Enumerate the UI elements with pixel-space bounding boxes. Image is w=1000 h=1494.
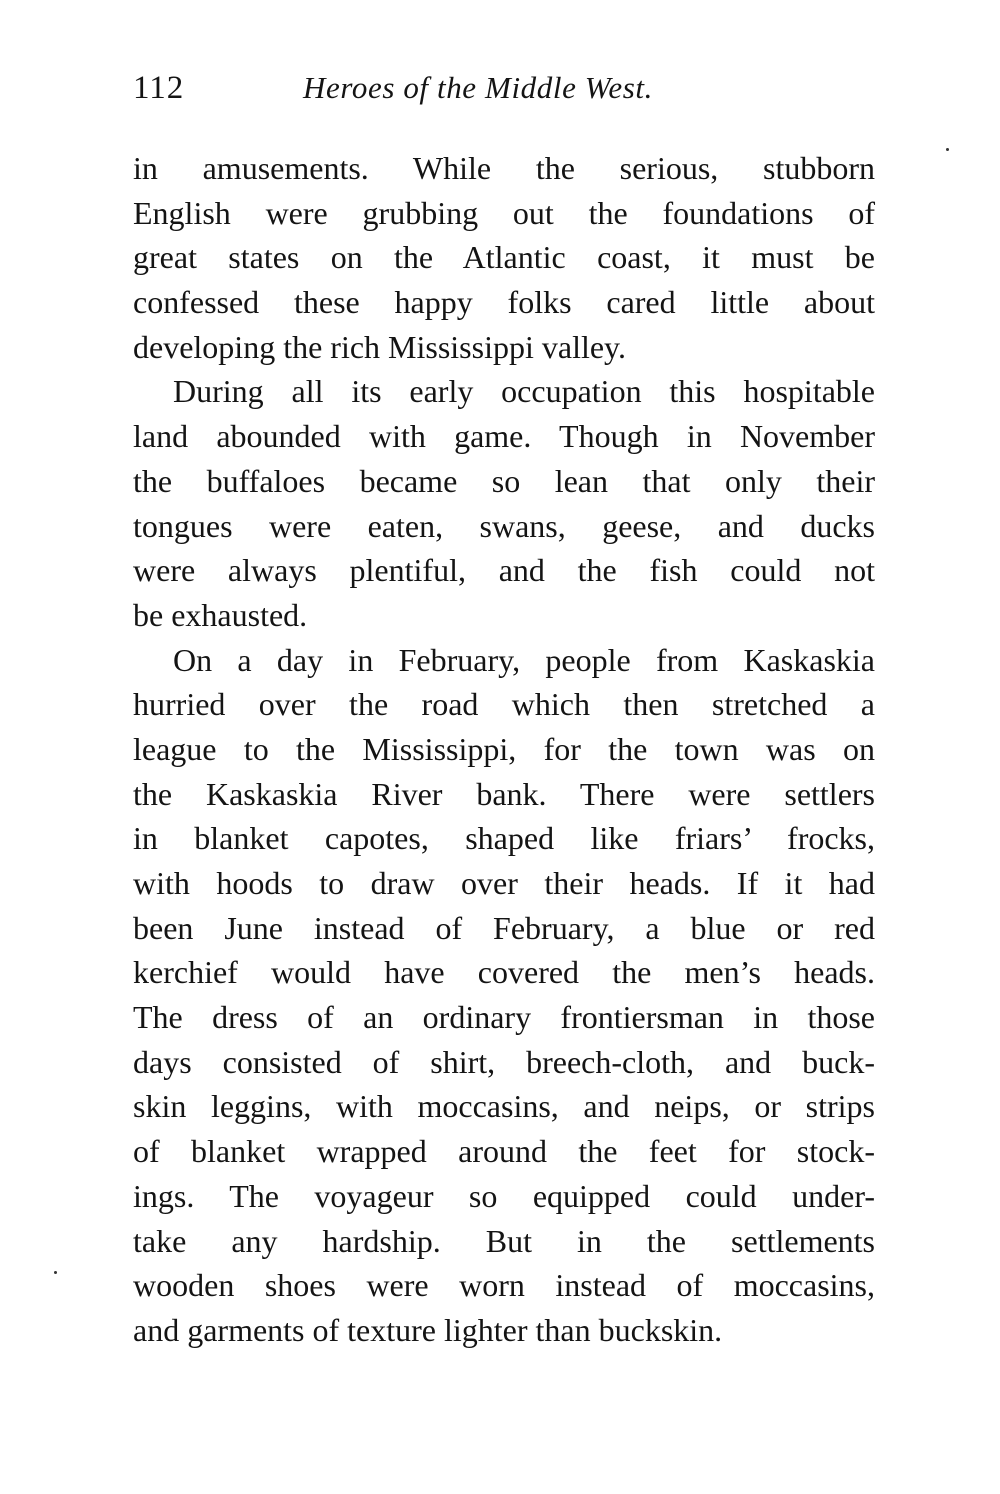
text-line: the buffaloes became so lean that only their (133, 462, 875, 499)
text-line: great states on the Atlantic coast, it must be (133, 239, 875, 276)
text-line: tongues were eaten, swans, geese, and ducks (133, 507, 875, 544)
text-line: in blanket capotes, shaped like friars’ frocks, (133, 820, 875, 857)
text-line: During all its early occupation this hospitable (173, 373, 875, 410)
text-line: with hoods to draw over their heads. If it had (133, 865, 875, 901)
text-line: skin leggins, with moccasins, and neips, or strips (133, 1088, 875, 1125)
text-line: be exhausted. (133, 596, 308, 633)
page-header (133, 70, 875, 114)
text-line: days consisted of shirt, breech-cloth, and buck- (133, 1043, 875, 1080)
text-line: wooden shoes were worn instead of moccasins, (133, 1267, 875, 1304)
text-line: On a day in February, people from Kaskaskia (173, 641, 875, 678)
text-line: English were grubbing out the foundations of (133, 194, 875, 231)
text-line: league to the Mississippi, for the town was on (133, 730, 875, 767)
print-speck (54, 1271, 57, 1274)
text-line: land abounded with game. Though in November (133, 418, 875, 455)
text-line: kerchief would have covered the men’s heads. (133, 954, 875, 991)
text-line: been June instead of February, a blue or red (133, 909, 875, 946)
text-line: developing the rich Mississippi valley. (133, 328, 626, 365)
paragraph (133, 146, 875, 369)
running-head: Heroes of the Middle West. (303, 70, 653, 105)
text-line: of blanket wrapped around the feet for stock- (133, 1133, 875, 1170)
paragraph (133, 369, 875, 637)
paragraph (133, 638, 875, 1353)
text-line: were always plentiful, and the fish could not (133, 552, 875, 589)
text-line: confessed these happy folks cared little about (133, 284, 875, 321)
body-text (133, 146, 875, 1353)
text-line: take any hardship. But in the settlements (133, 1222, 875, 1259)
text-line: hurried over the road which then stretched a (133, 686, 875, 723)
page-number: 112 (133, 70, 185, 106)
text-line: The dress of an ordinary frontiersman in those (133, 999, 875, 1036)
text-line: ings. The voyageur so equipped could under- (133, 1177, 875, 1214)
text-line: the Kaskaskia River bank. There were settlers (133, 775, 875, 812)
print-speck (946, 148, 949, 151)
text-line: in amusements. While the serious, stubborn (133, 150, 875, 186)
text-line: and garments of texture lighter than buckskin. (133, 1311, 723, 1348)
